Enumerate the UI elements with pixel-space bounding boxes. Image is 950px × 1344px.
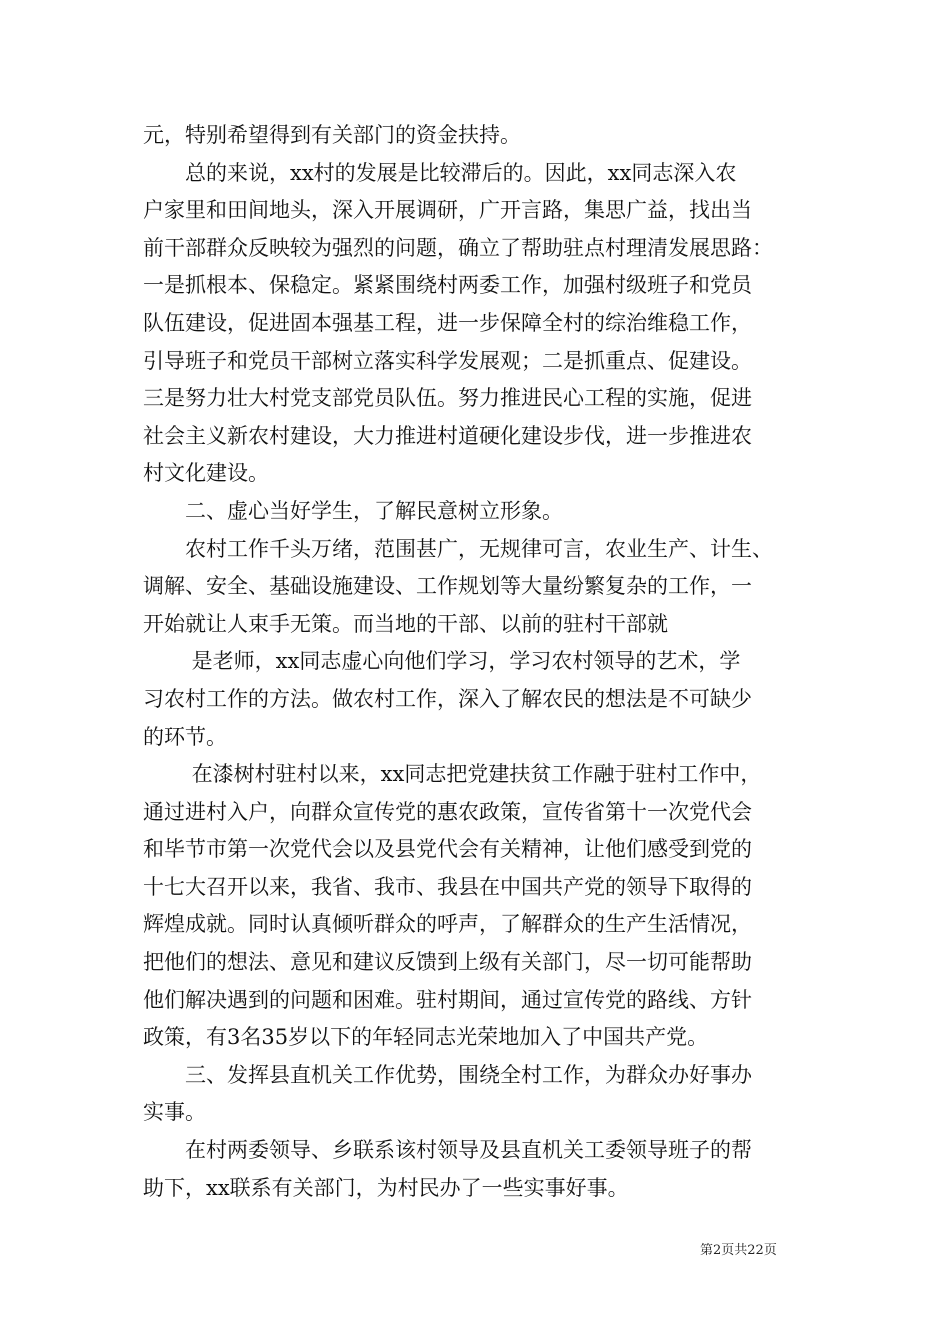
text-line: 助下，xx联系有关部门，为村民办了一些实事好事。 xyxy=(143,1175,629,1200)
text-line: 一是抓根本、保稳定。紧紧围绕村两委工作，加强村级班子和党员 xyxy=(143,273,752,298)
page-number: 第2页共22页 xyxy=(700,1243,777,1258)
text-line: 三是努力壮大村党支部党员队伍。努力推进民心工程的实施，促进 xyxy=(143,386,752,411)
text-line: 实事。 xyxy=(143,1100,206,1125)
text-line: 习农村工作的方法。做农村工作，深入了解农民的想法是不可缺少 xyxy=(143,686,752,711)
text-line: 在村两委领导、乡联系该村领导及县直机关工委领导班子的帮 xyxy=(143,1138,752,1163)
text-line: 农村工作千头万绪，范围甚广，无规律可言，农业生产、计生、 xyxy=(143,536,773,561)
text-line: 辉煌成就。同时认真倾听群众的呼声，了解群众的生产生活情况， xyxy=(143,912,752,937)
body-text xyxy=(143,117,815,1207)
text-line: 户家里和田间地头，深入开展调研，广开言路，集思广益，找出当 xyxy=(143,198,752,223)
text-line: 队伍建设，促进固本强基工程，进一步保障全村的综治维稳工作， xyxy=(143,310,752,335)
text-line: 引导班子和党员干部树立落实科学发展观；二是抓重点、促建设。 xyxy=(143,348,752,373)
text-line: 他们解决遇到的问题和困难。驻村期间，通过宣传党的路线、方针 xyxy=(143,987,752,1012)
text-line: 和毕节市第一次党代会以及县党代会有关精神，让他们感受到党的 xyxy=(143,837,752,862)
text-line: 通过进村入户，向群众宣传党的惠农政策，宣传省第十一次党代会 xyxy=(143,799,752,824)
text-line: 的环节。 xyxy=(143,724,227,749)
text-line: 是老师，xx同志虚心向他们学习，学习农村领导的艺术，学 xyxy=(143,649,741,674)
text-line: 元，特别希望得到有关部门的资金扶持。 xyxy=(143,123,521,147)
text-line: 开始就让人束手无策。而当地的干部、以前的驻村干部就 xyxy=(143,611,668,636)
text-line: 在漆树村驻村以来，xx同志把党建扶贫工作融于驻村工作中， xyxy=(143,762,762,787)
text-line: 村文化建设。 xyxy=(143,461,269,486)
text-line: 社会主义新农村建设，大力推进村道硬化建设步伐，进一步推进农 xyxy=(143,423,752,448)
text-line: 把他们的想法、意见和建议反馈到上级有关部门，尽一切可能帮助 xyxy=(143,950,752,975)
section-heading: 三、发挥县直机关工作优势，围绕全村工作，为群众办好事办 xyxy=(143,1062,752,1087)
text-line: 政策，有3名35岁以下的年轻同志光荣地加入了中国共产党。 xyxy=(143,1025,709,1050)
text-line: 十七大召开以来，我省、我市、我县在中国共产党的领导下取得的 xyxy=(143,874,752,899)
text-line: 调解、安全、基础设施建设、工作规划等大量纷繁复杂的工作，一 xyxy=(143,574,752,599)
text-line: 总的来说，xx村的发展是比较滞后的。因此，xx同志深入农 xyxy=(143,160,737,185)
text-line: 前干部群众反映较为强烈的问题，确立了帮助驻点村理清发展思路： xyxy=(143,235,773,260)
section-heading: 二、虚心当好学生，了解民意树立形象。 xyxy=(143,498,563,523)
